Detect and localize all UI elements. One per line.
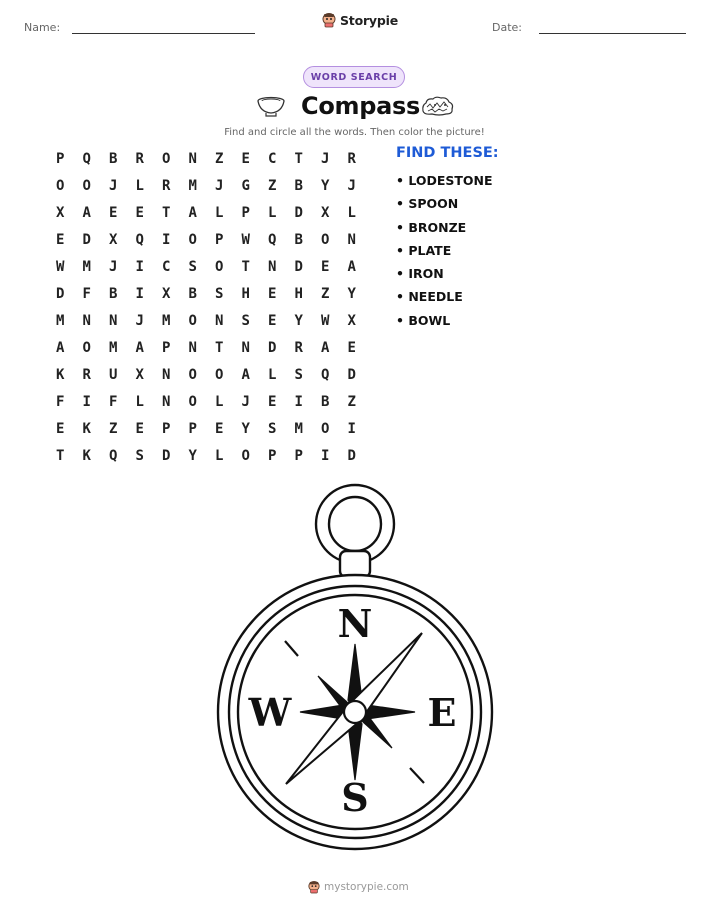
- grid-cell[interactable]: O: [215, 258, 224, 275]
- grid-cell[interactable]: O: [321, 420, 330, 437]
- word-item: • BOWL: [396, 312, 451, 328]
- grid-cell[interactable]: R: [82, 366, 91, 383]
- grid-cell[interactable]: H: [294, 285, 303, 302]
- grid-cell[interactable]: E: [268, 312, 277, 329]
- grid-cell[interactable]: O: [215, 366, 224, 383]
- name-label: Name:: [24, 21, 61, 34]
- grid-cell[interactable]: F: [82, 285, 91, 302]
- footer: [308, 880, 409, 894]
- grid-cell[interactable]: F: [56, 393, 65, 410]
- grid-cell[interactable]: S: [188, 258, 197, 275]
- grid-cell[interactable]: J: [215, 177, 224, 194]
- compass-neck: [340, 551, 370, 577]
- grid-cell[interactable]: X: [162, 285, 171, 302]
- grid-cell[interactable]: R: [294, 339, 303, 356]
- grid-cell[interactable]: Y: [321, 177, 330, 194]
- grid-cell[interactable]: Y: [294, 312, 303, 329]
- storypie-logo-icon: [322, 12, 336, 28]
- grid-cell[interactable]: K: [82, 447, 91, 464]
- grid-cell[interactable]: E: [215, 420, 224, 437]
- grid-cell[interactable]: B: [188, 285, 197, 302]
- grid-cell[interactable]: N: [215, 312, 224, 329]
- grid-cell[interactable]: E: [135, 204, 144, 221]
- grid-cell[interactable]: I: [321, 447, 330, 464]
- grid-cell[interactable]: R: [347, 150, 356, 167]
- grid-cell[interactable]: D: [82, 231, 91, 248]
- grid-cell[interactable]: N: [347, 231, 356, 248]
- grid-cell[interactable]: O: [82, 177, 91, 194]
- grid-cell[interactable]: E: [241, 150, 250, 167]
- lodestone-rock-icon: [421, 95, 455, 117]
- grid-cell[interactable]: N: [162, 366, 171, 383]
- footer-url: mystorypie.com: [324, 881, 409, 893]
- grid-cell[interactable]: G: [241, 177, 250, 194]
- grid-cell[interactable]: X: [347, 312, 356, 329]
- grid-cell[interactable]: A: [188, 204, 197, 221]
- brand: [322, 12, 398, 28]
- page-title: Compass: [301, 92, 420, 120]
- grid-cell[interactable]: L: [268, 204, 277, 221]
- grid-cell[interactable]: T: [215, 339, 224, 356]
- grid-cell[interactable]: S: [294, 366, 303, 383]
- grid-cell[interactable]: E: [321, 258, 330, 275]
- grid-cell[interactable]: O: [162, 150, 171, 167]
- grid-cell[interactable]: O: [321, 231, 330, 248]
- grid-cell[interactable]: Z: [321, 285, 330, 302]
- compass-pivot: [344, 701, 366, 723]
- grid-cell[interactable]: B: [109, 150, 118, 167]
- grid-cell[interactable]: I: [347, 420, 356, 437]
- north-label: N: [337, 601, 373, 646]
- grid-cell[interactable]: M: [56, 312, 65, 329]
- grid-cell[interactable]: E: [347, 339, 356, 356]
- grid-cell[interactable]: O: [188, 393, 197, 410]
- grid-cell[interactable]: Q: [135, 231, 144, 248]
- instructions: Find and circle all the words. Then color the picture!: [224, 127, 485, 138]
- grid-cell[interactable]: K: [56, 366, 65, 383]
- grid-cell[interactable]: L: [347, 204, 356, 221]
- grid-cell[interactable]: S: [268, 420, 277, 437]
- grid-cell[interactable]: N: [268, 258, 277, 275]
- grid-cell[interactable]: D: [347, 447, 356, 464]
- grid-cell[interactable]: Q: [82, 150, 91, 167]
- grid-cell[interactable]: P: [294, 447, 303, 464]
- word-item: • PLATE: [396, 242, 452, 258]
- grid-cell[interactable]: J: [347, 177, 356, 194]
- grid-cell[interactable]: L: [215, 204, 224, 221]
- grid-cell[interactable]: L: [135, 393, 144, 410]
- grid-cell[interactable]: Y: [241, 420, 250, 437]
- grid-cell[interactable]: P: [162, 420, 171, 437]
- grid-cell[interactable]: P: [215, 231, 224, 248]
- grid-cell[interactable]: T: [241, 258, 250, 275]
- storypie-footer-logo-icon: [308, 880, 320, 894]
- grid-cell[interactable]: I: [135, 285, 144, 302]
- brand-name: Storypie: [340, 12, 398, 28]
- grid-cell[interactable]: J: [109, 177, 118, 194]
- grid-cell[interactable]: C: [268, 150, 277, 167]
- grid-cell[interactable]: I: [135, 258, 144, 275]
- grid-cell[interactable]: M: [109, 339, 118, 356]
- grid-cell[interactable]: B: [321, 393, 330, 410]
- grid-cell[interactable]: I: [294, 393, 303, 410]
- grid-cell[interactable]: Y: [347, 285, 356, 302]
- grid-cell[interactable]: A: [82, 204, 91, 221]
- grid-cell[interactable]: F: [109, 393, 118, 410]
- word-item: • LODESTONE: [396, 173, 493, 188]
- grid-cell[interactable]: O: [56, 177, 65, 194]
- grid-cell[interactable]: Q: [268, 231, 277, 248]
- grid-cell[interactable]: P: [162, 339, 171, 356]
- grid-cell[interactable]: M: [82, 258, 91, 275]
- grid-cell[interactable]: X: [135, 366, 144, 383]
- word-list: [396, 172, 493, 335]
- grid-cell[interactable]: W: [321, 312, 330, 329]
- grid-cell[interactable]: N: [188, 150, 197, 167]
- grid-cell[interactable]: I: [162, 231, 171, 248]
- grid-cell[interactable]: N: [109, 312, 118, 329]
- grid-cell[interactable]: E: [56, 231, 65, 248]
- grid-cell[interactable]: P: [268, 447, 277, 464]
- grid-cell[interactable]: T: [162, 204, 171, 221]
- grid-cell[interactable]: D: [347, 366, 356, 383]
- grid-cell[interactable]: Z: [109, 420, 118, 437]
- grid-cell[interactable]: H: [241, 285, 250, 302]
- grid-cell[interactable]: R: [135, 150, 144, 167]
- grid-cell[interactable]: E: [135, 420, 144, 437]
- grid-cell[interactable]: D: [294, 258, 303, 275]
- grid-cell[interactable]: E: [268, 285, 277, 302]
- grid-cell[interactable]: M: [294, 420, 303, 437]
- grid-cell[interactable]: E: [56, 420, 65, 437]
- grid-cell[interactable]: S: [135, 447, 144, 464]
- grid-cell[interactable]: S: [215, 285, 224, 302]
- grid-cell[interactable]: O: [188, 312, 197, 329]
- word-search-badge: WORD SEARCH: [303, 66, 405, 88]
- compass-ring-inner: [329, 497, 381, 551]
- grid-cell[interactable]: L: [215, 447, 224, 464]
- grid-cell[interactable]: Z: [347, 393, 356, 410]
- grid-cell[interactable]: O: [82, 339, 91, 356]
- grid-cell[interactable]: U: [109, 366, 118, 383]
- grid-cell[interactable]: B: [109, 285, 118, 302]
- grid-cell[interactable]: Y: [188, 447, 197, 464]
- grid-cell[interactable]: Z: [268, 177, 277, 194]
- grid-cell[interactable]: J: [109, 258, 118, 275]
- find-these-heading: FIND THESE:: [396, 145, 499, 161]
- grid-cell[interactable]: J: [241, 393, 250, 410]
- grid-cell[interactable]: E: [268, 393, 277, 410]
- grid-cell[interactable]: O: [241, 447, 250, 464]
- grid-cell[interactable]: D: [294, 204, 303, 221]
- word-item: • SPOON: [396, 196, 459, 212]
- grid-cell[interactable]: L: [135, 177, 144, 194]
- grid-cell[interactable]: X: [56, 204, 65, 221]
- grid-cell[interactable]: X: [321, 204, 330, 221]
- grid-cell[interactable]: J: [135, 312, 144, 329]
- grid-cell[interactable]: A: [347, 258, 356, 275]
- grid-cell[interactable]: E: [109, 204, 118, 221]
- grid-cell[interactable]: L: [215, 393, 224, 410]
- grid-cell[interactable]: P: [56, 150, 65, 167]
- grid-cell[interactable]: A: [135, 339, 144, 356]
- west-label: W: [248, 690, 292, 735]
- grid-cell[interactable]: T: [294, 150, 303, 167]
- grid-cell[interactable]: Q: [321, 366, 330, 383]
- grid-cell[interactable]: P: [188, 420, 197, 437]
- grid-cell[interactable]: A: [321, 339, 330, 356]
- grid-cell[interactable]: P: [241, 204, 250, 221]
- grid-cell[interactable]: W: [56, 258, 65, 275]
- compass-illustration[interactable]: [200, 478, 510, 868]
- grid-cell[interactable]: M: [162, 312, 171, 329]
- grid-cell[interactable]: A: [241, 366, 250, 383]
- grid-cell[interactable]: L: [268, 366, 277, 383]
- date-line: [539, 33, 686, 34]
- grid-cell[interactable]: R: [162, 177, 171, 194]
- grid-cell[interactable]: D: [56, 285, 65, 302]
- grid-cell[interactable]: N: [82, 312, 91, 329]
- grid-cell[interactable]: N: [162, 393, 171, 410]
- grid-cell[interactable]: X: [109, 231, 118, 248]
- grid-cell[interactable]: D: [162, 447, 171, 464]
- word-item: • NEEDLE: [396, 289, 463, 305]
- word-item: • IRON: [396, 266, 444, 282]
- grid-cell[interactable]: C: [162, 258, 171, 275]
- letter-grid[interactable]: [47, 145, 365, 469]
- grid-cell[interactable]: O: [188, 366, 197, 383]
- grid-cell[interactable]: O: [188, 231, 197, 248]
- grid-cell[interactable]: A: [56, 339, 65, 356]
- bowl-icon: [256, 96, 286, 118]
- grid-cell[interactable]: I: [82, 393, 91, 410]
- grid-cell[interactable]: B: [294, 231, 303, 248]
- grid-cell[interactable]: S: [241, 312, 250, 329]
- grid-cell[interactable]: J: [321, 150, 330, 167]
- grid-cell[interactable]: B: [294, 177, 303, 194]
- grid-cell[interactable]: K: [82, 420, 91, 437]
- word-item: • BRONZE: [396, 219, 467, 235]
- grid-cell[interactable]: M: [188, 177, 197, 194]
- name-line: [72, 33, 255, 34]
- grid-cell[interactable]: Z: [215, 150, 224, 167]
- grid-cell[interactable]: D: [268, 339, 277, 356]
- grid-cell[interactable]: N: [188, 339, 197, 356]
- grid-cell[interactable]: Q: [109, 447, 118, 464]
- grid-cell[interactable]: N: [241, 339, 250, 356]
- grid-cell[interactable]: T: [56, 447, 65, 464]
- date-label: Date:: [492, 21, 522, 34]
- east-label: E: [427, 690, 457, 735]
- grid-cell[interactable]: W: [241, 231, 250, 248]
- south-label: S: [341, 775, 369, 820]
